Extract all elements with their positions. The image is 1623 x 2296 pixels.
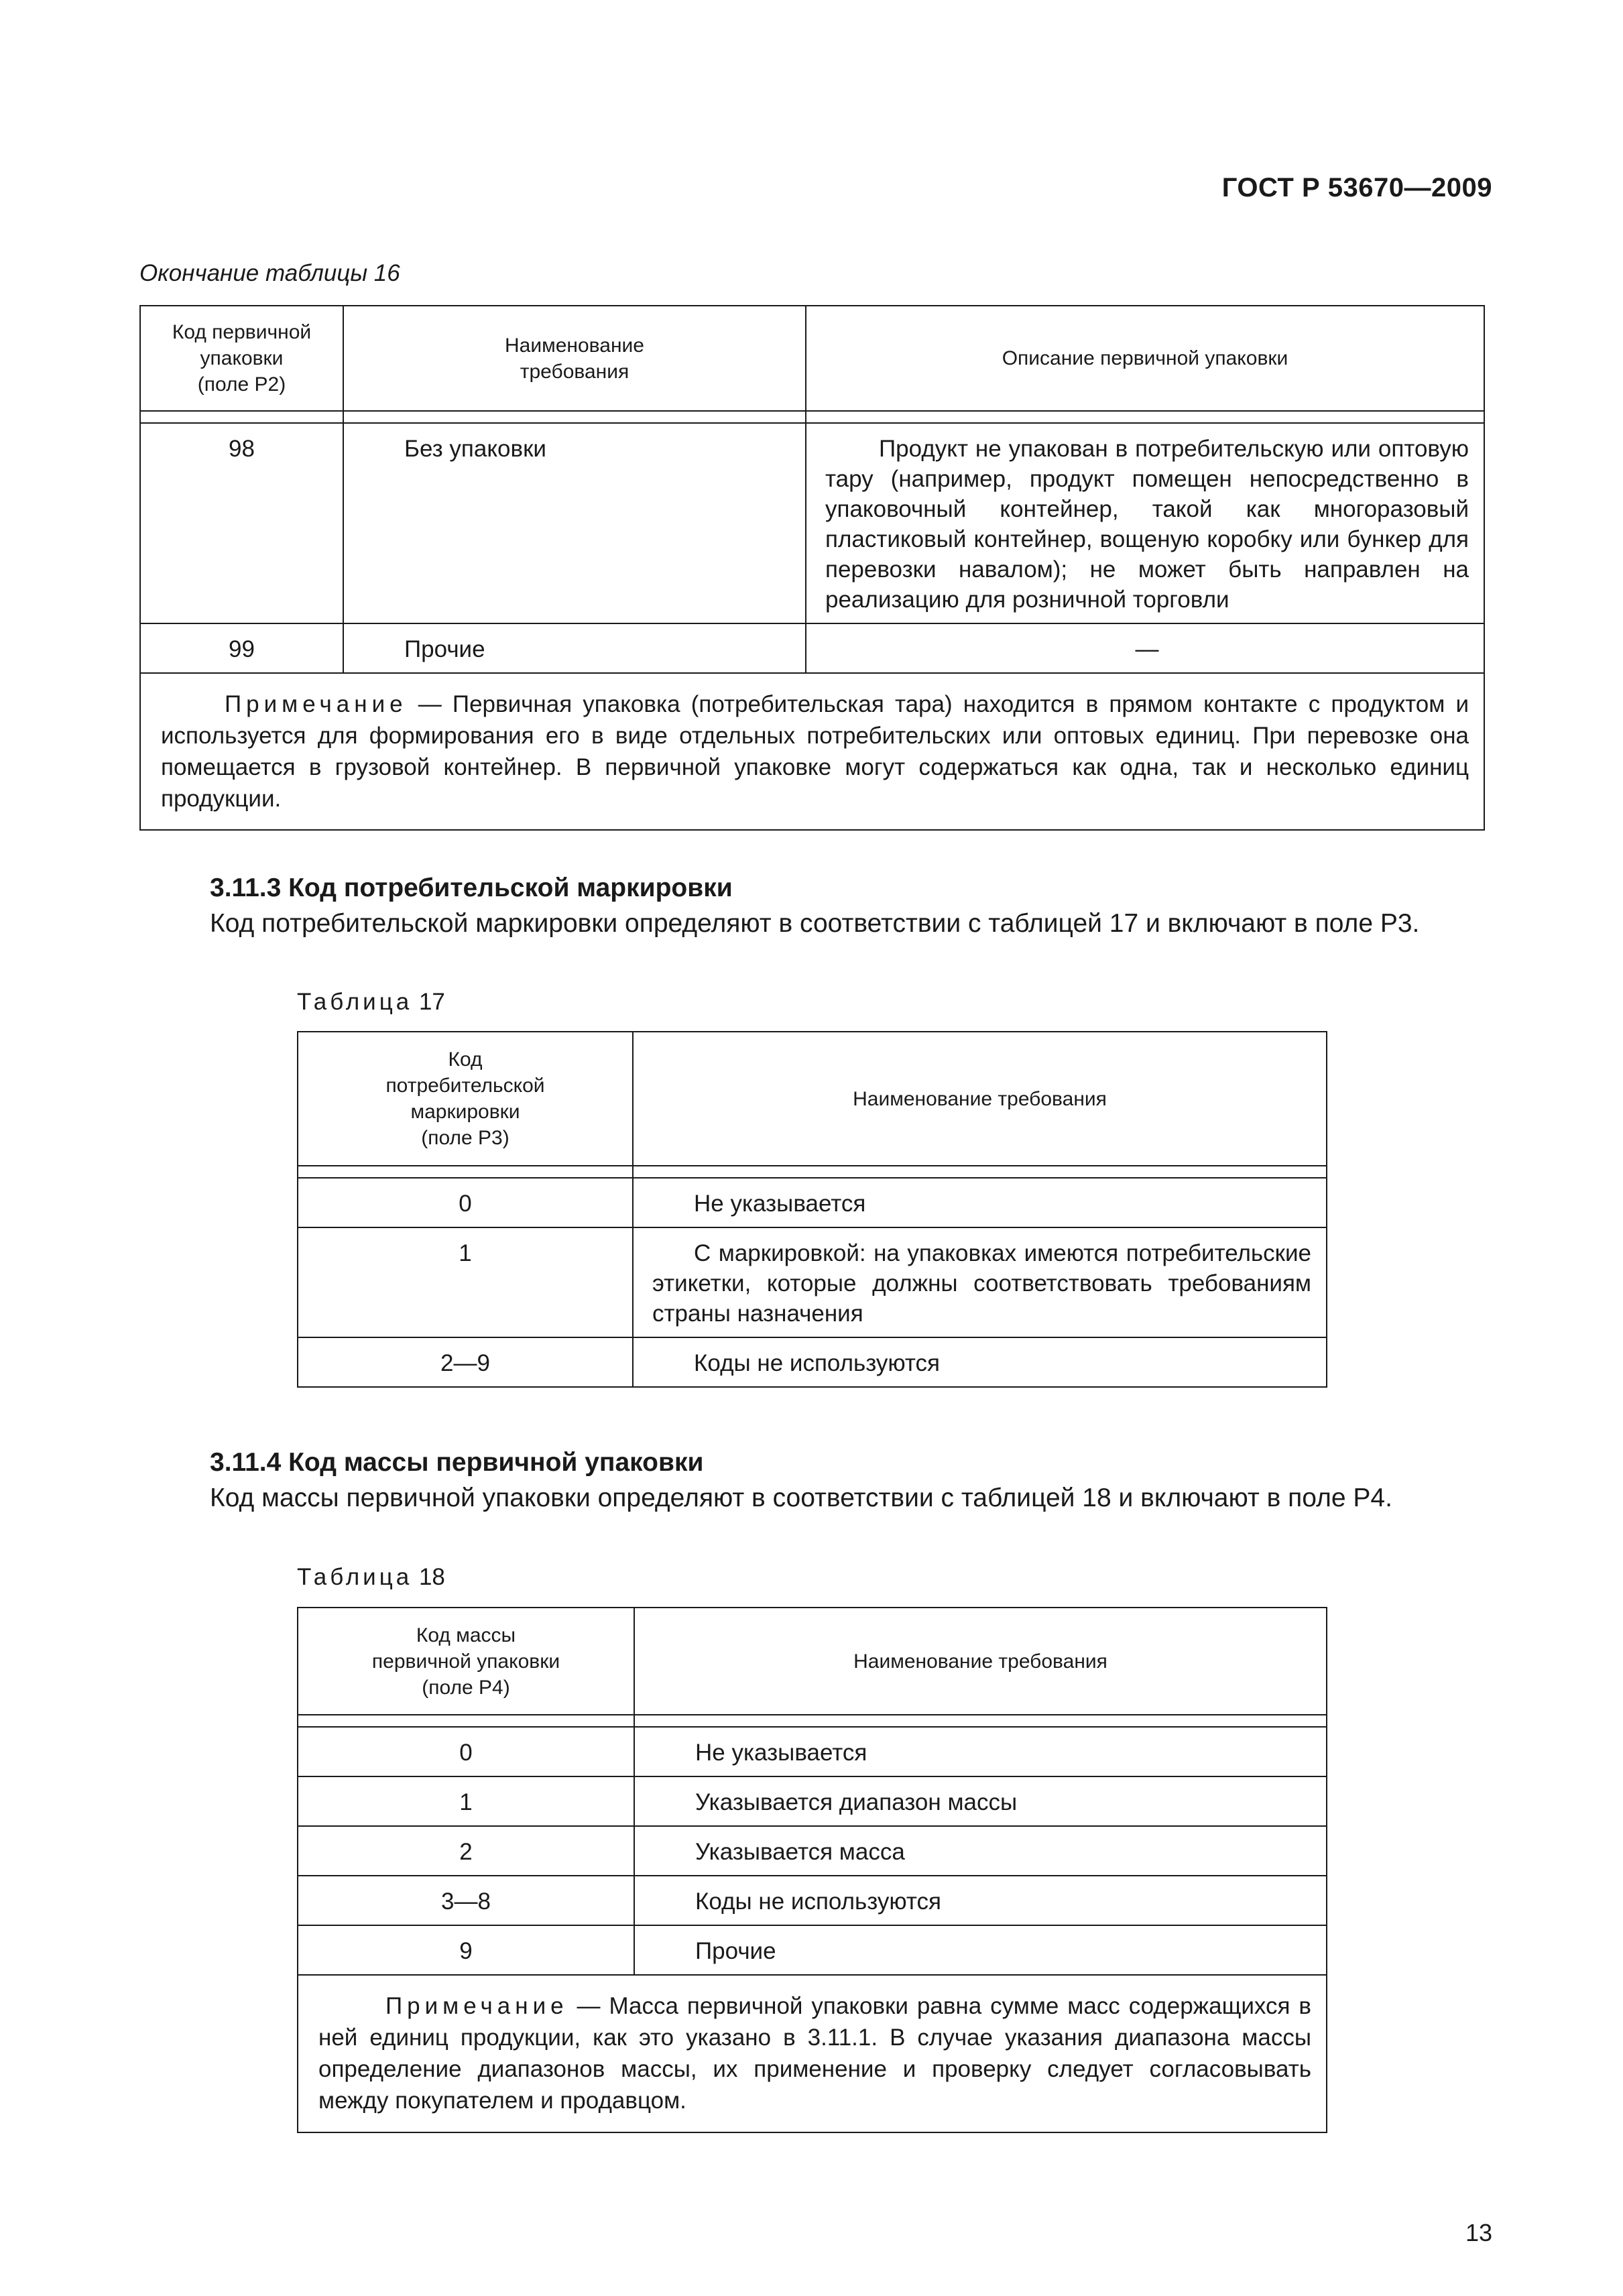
header-line: Код массы	[416, 1624, 516, 1646]
table17-name-cell: Коды не используются	[633, 1337, 1327, 1387]
table17-header-separator	[298, 1166, 1327, 1178]
table18-col-name-header: Наименование требования	[634, 1608, 1327, 1715]
table18-name-cell: Не указывается	[634, 1727, 1327, 1776]
caption-word: Таблица	[297, 989, 413, 1015]
table17-code-cell: 1	[298, 1227, 633, 1337]
table16-desc-cell	[806, 423, 1484, 623]
table16-name-cell: Прочие	[343, 623, 806, 673]
table18-header-row	[298, 1608, 1327, 1715]
note-label: Примечание	[225, 691, 408, 717]
caption-number: 18	[418, 1564, 445, 1590]
header-line: Наименование	[505, 334, 644, 357]
table-row	[298, 1178, 1327, 1227]
section-3-11-3-text: Код потребительской маркировки определяют в соответствии с таблицей 17 и включают в поле P3.	[210, 909, 1420, 938]
table17-col-code-header	[298, 1032, 633, 1166]
table18-name-cell: Указывается диапазон массы	[634, 1776, 1327, 1826]
table16-col-desc-header: Описание первичной упаковки	[806, 306, 1484, 411]
table-row	[298, 1826, 1327, 1876]
table17-code-cell: 0	[298, 1178, 633, 1227]
table16-note	[140, 673, 1484, 830]
desc-text: Продукт не упакован в потребительскую или оптовую тару (например, продукт помещен непосредственно в упаковочный контейнер, такой как многоразовый пластиковый контейнер, вощеную коробку или бункер для перевозки навалом); не может быть направлен на реализацию для розничной торговли	[825, 436, 1469, 613]
table16-note-row	[140, 673, 1484, 830]
page-number: 13	[1465, 2219, 1492, 2246]
header-line: (поле P2)	[197, 373, 286, 396]
table16-code-cell: 98	[140, 423, 343, 623]
table18-code-cell: 2	[298, 1826, 634, 1876]
table16-desc-cell: —	[806, 623, 1484, 673]
header-line: первичной упаковки	[371, 1650, 560, 1673]
table18-note	[298, 1975, 1327, 2132]
name-text: С маркировкой: на упаковках имеются потребительские этикетки, которые должны соответствовать требованиям страны назначения	[652, 1240, 1311, 1327]
table18-col-code-header	[298, 1608, 634, 1715]
table16-header-row	[140, 306, 1484, 411]
header-line: требования	[520, 360, 629, 383]
table16-col-name-header	[343, 306, 806, 411]
note-text: — Первичная упаковка (потребительская тара) находится в прямом контакте с продуктом и используется для формирования его в виде отдельных потребительских или оптовых единиц. При перевозке она помещается в грузовой контейнер. В первичной упаковке могут содержаться как одна, так и несколько единиц продукции.	[161, 691, 1469, 812]
header-line: (поле P3)	[421, 1127, 509, 1149]
table16-caption: Окончание таблицы 16	[139, 260, 400, 286]
table18-note-row	[298, 1975, 1327, 2132]
table16-col-code-header	[140, 306, 343, 411]
table18-name-cell: Коды не используются	[634, 1876, 1327, 1925]
table17-name-cell	[633, 1227, 1327, 1337]
table-row	[140, 623, 1484, 673]
table16-header-separator	[140, 411, 1484, 423]
caption-word: Таблица	[297, 1564, 413, 1590]
table17-caption	[297, 989, 445, 1016]
table16-name-cell: Без упаковки	[343, 423, 806, 623]
table-16	[139, 305, 1485, 831]
table17-header-row	[298, 1032, 1327, 1166]
table18-caption	[297, 1564, 445, 1591]
table17-code-cell: 2—9	[298, 1337, 633, 1387]
header-line: потребительской	[385, 1075, 545, 1097]
table-row	[298, 1776, 1327, 1826]
table-row	[298, 1337, 1327, 1387]
caption-number: 17	[418, 989, 445, 1015]
table-row	[298, 1876, 1327, 1925]
table-row	[298, 1727, 1327, 1776]
table-row	[298, 1227, 1327, 1337]
note-label: Примечание	[385, 1993, 568, 2019]
table18-name-cell: Указывается масса	[634, 1826, 1327, 1876]
note-text: — Масса первичной упаковки равна сумме масс содержащихся в ней единиц продукции, как это указано в 3.11.1. В случае указания диапазона массы определение диапазонов массы, их применение и проверку следует согласовывать между покупателем и продавцом.	[318, 1993, 1311, 2114]
section-3-11-4-title: 3.11.4 Код массы первичной упаковки	[210, 1448, 704, 1477]
table18-code-cell: 1	[298, 1776, 634, 1826]
document-code: ГОСТ Р 53670—2009	[1221, 173, 1492, 202]
header-line: Код	[448, 1048, 483, 1071]
header-line: Код первичной	[172, 321, 312, 343]
header-line: упаковки	[200, 347, 284, 369]
table-row	[298, 1925, 1327, 1975]
table18-name-cell: Прочие	[634, 1925, 1327, 1975]
section-3-11-3-title: 3.11.3 Код потребительской маркировки	[210, 873, 733, 902]
header-line: (поле P4)	[422, 1676, 510, 1699]
table16-code-cell: 99	[140, 623, 343, 673]
table18-code-cell: 3—8	[298, 1876, 634, 1925]
table-18	[297, 1607, 1327, 2133]
section-3-11-4-text: Код массы первичной упаковки определяют в соответствии с таблицей 18 и включают в поле P4.	[210, 1484, 1392, 1512]
table-row	[140, 423, 1484, 623]
table18-header-separator	[298, 1715, 1327, 1727]
table17-name-cell: Не указывается	[633, 1178, 1327, 1227]
table18-code-cell: 9	[298, 1925, 634, 1975]
header-line: маркировки	[410, 1101, 520, 1123]
table-17	[297, 1031, 1327, 1388]
table17-col-name-header: Наименование требования	[633, 1032, 1327, 1166]
table18-code-cell: 0	[298, 1727, 634, 1776]
